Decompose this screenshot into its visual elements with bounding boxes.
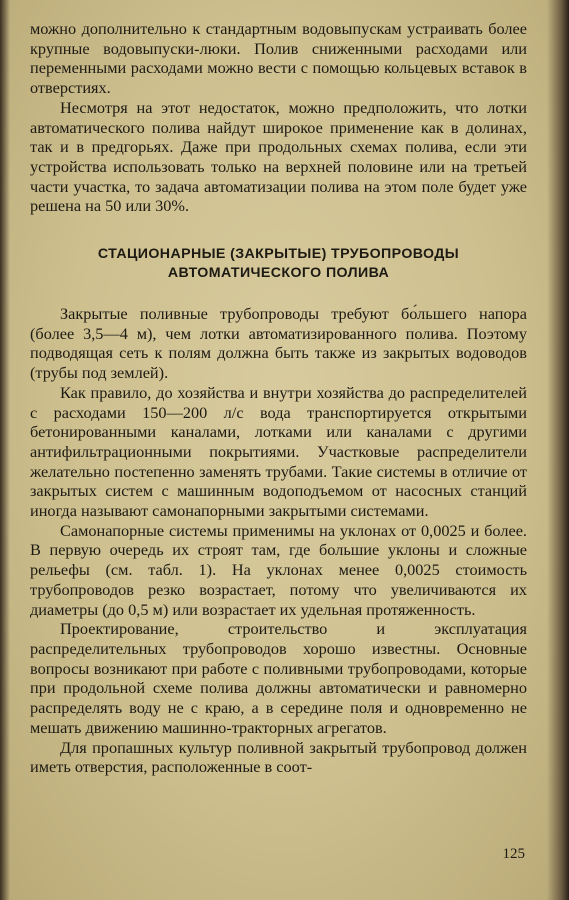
paragraph: Самонапорные системы применимы на уклонах от 0,0025 и более. В первую очередь их строят там, где большие уклоны и сложные рельефы (см. табл. 1). На уклонах менее 0,0025 стоимость трубопроводов резко возрастает, потому что увеличиваются их диаметры (до 0,5 м) или возрастает их удельная протяженность. bbox=[30, 520, 527, 619]
section-heading-line: АВТОМАТИЧЕСКОГО ПОЛИВА bbox=[167, 265, 390, 282]
paragraph: Для пропашных культур поливной закрытый трубопровод должен иметь отверстия, расположенные в соот- bbox=[30, 737, 527, 777]
page-number: 125 bbox=[502, 846, 525, 862]
paragraph: Как правило, до хозяйства и внутри хозяйства до распределителей с расходами 150—200 л/с вода транспортируется открытыми бетонированными каналами, лотками или каналами с другими антифильтрационными покрытиями. Участковые распределители желательно постепенно заменять трубами. Такие системы в отличие от закрытых систем с машинным водоподъемом от насосных станций иногда называют самонапорными закрытыми системами. bbox=[30, 382, 527, 521]
paragraph: Закрытые поливные трубопроводы требуют бо́льшего напора (более 3,5—4 м), чем лотки автоматизированного полива. Поэтому подводящая сеть к полям должна быть также из закрытых водоводов (трубы под землей). bbox=[30, 304, 527, 383]
section-heading bbox=[30, 245, 527, 283]
section-heading-line: СТАЦИОНАРНЫЕ (ЗАКРЫТЫЕ) ТРУБОПРОВОДЫ bbox=[97, 246, 460, 263]
paragraph: Проектирование, строительство и эксплуатация распределительных трубопроводов хорошо известны. Основные вопросы возникают при работе с поливными трубопроводами, которые при продольной схеме полива должны автоматически и равномерно распределять воду не с краю, а в середине поля и одновременно не мешать движению машинно-тракторных агрегатов. bbox=[30, 619, 527, 737]
paragraph: Несмотря на этот недостаток, можно предположить, что лотки автоматического полива найдут широкое применение как в долинах, так и в предгорьях. Даже при продольных схемах полива, если эти устройства использовать только на верхней половине или на третьей части участка, то задача автоматизации полива на этом поле будет уже решена на 50 или 30%. bbox=[30, 97, 527, 216]
paragraph-continuation: можно дополнительно к стандартным водовыпускам устраивать более крупные водовыпуски-люки. Полив сниженными расходами или переменными расходами можно вести с помощью кольцевых вставок в отверстиях. bbox=[30, 19, 527, 98]
